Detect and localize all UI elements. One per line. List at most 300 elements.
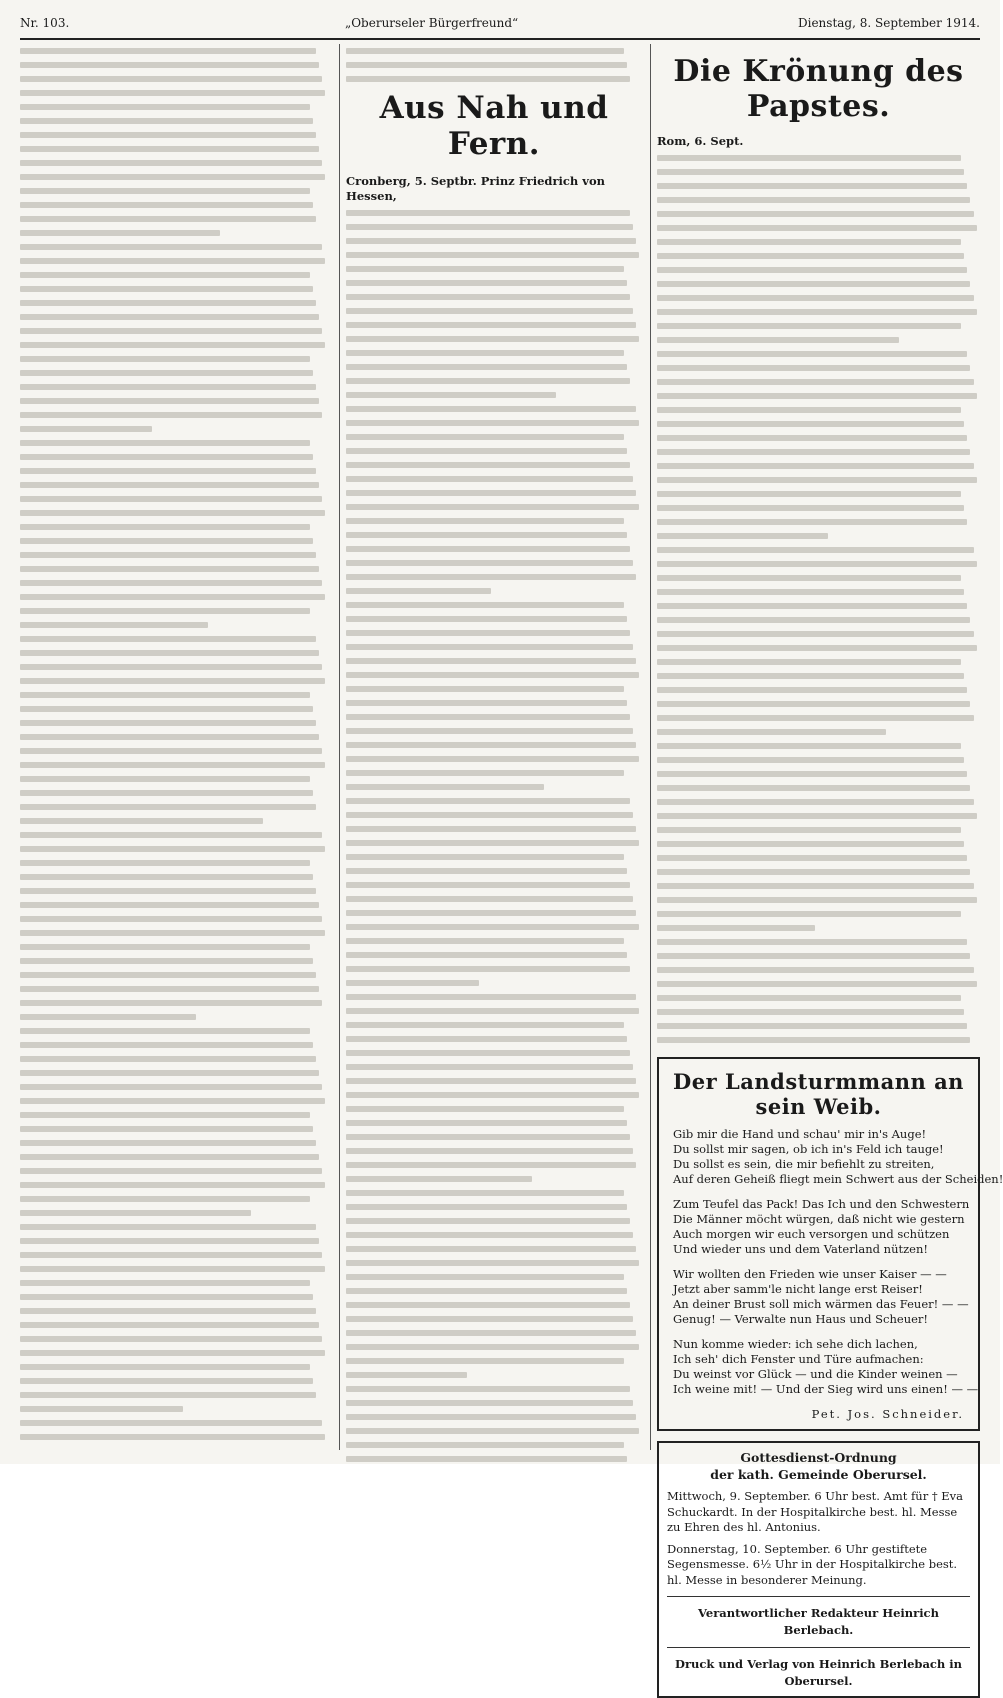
text-line <box>20 272 310 278</box>
text-line <box>20 62 319 68</box>
column-divider <box>339 44 340 1450</box>
poem-stanza <box>673 1267 969 1327</box>
text-line <box>20 1378 313 1384</box>
text-line <box>20 664 322 670</box>
text-line <box>20 860 310 866</box>
text-line <box>20 286 313 292</box>
text-line <box>657 561 977 567</box>
text-line <box>20 188 310 194</box>
text-line <box>346 1456 627 1462</box>
text-line <box>657 743 961 749</box>
text-line <box>20 356 310 362</box>
text-line <box>20 1168 322 1174</box>
text-line <box>20 1336 322 1342</box>
text-line <box>346 798 630 804</box>
text-line <box>20 1280 310 1286</box>
text-line <box>657 995 961 1001</box>
text-line <box>657 575 961 581</box>
text-line <box>657 785 970 791</box>
poem-line: Ich weine mit! — Und der Sieg wird uns einen! — — <box>673 1382 979 1396</box>
text-line <box>20 986 319 992</box>
text-line <box>346 1064 633 1070</box>
divider <box>667 1596 970 1597</box>
text-line <box>346 840 639 846</box>
text-line <box>20 1070 319 1076</box>
text-line <box>20 104 310 110</box>
church-notice-title: Gottesdienst-Ordnung <box>740 1450 897 1465</box>
text-line <box>346 280 627 286</box>
text-line <box>20 174 325 180</box>
text-line <box>20 1196 310 1202</box>
text-line <box>20 944 310 950</box>
text-line <box>346 1274 624 1280</box>
text-line <box>657 211 974 217</box>
left-column <box>20 48 328 1452</box>
text-line <box>20 972 316 978</box>
text-line <box>20 790 313 796</box>
issue-number: Nr. 103. <box>20 16 70 30</box>
text-line <box>346 966 630 972</box>
text-line <box>20 146 319 152</box>
text-line <box>346 672 639 678</box>
text-line <box>20 160 322 166</box>
text-line <box>346 448 627 454</box>
text-line <box>20 370 313 376</box>
text-line <box>657 701 970 707</box>
text-line <box>657 841 964 847</box>
text-line <box>20 608 310 614</box>
text-line <box>346 378 630 384</box>
poem-line: Die Männer möcht würgen, daß nicht wie gestern <box>673 1212 965 1226</box>
text-line <box>346 504 639 510</box>
text-line <box>20 454 313 460</box>
text-line <box>657 659 961 665</box>
text-line <box>346 714 630 720</box>
poem-line: Wir wollten den Frieden wie unser Kaiser — — <box>673 1267 947 1281</box>
text-line <box>346 854 624 860</box>
text-line <box>346 1442 624 1448</box>
text-line <box>657 225 977 231</box>
text-line <box>20 958 313 964</box>
text-line <box>20 1112 310 1118</box>
text-line <box>657 673 964 679</box>
text-line <box>20 1294 313 1300</box>
text-line <box>346 658 636 664</box>
text-line <box>20 328 322 334</box>
text-line <box>657 547 974 553</box>
text-line <box>657 365 970 371</box>
text-line <box>346 48 624 54</box>
text-line <box>20 1434 325 1440</box>
text-line <box>346 1148 633 1154</box>
text-line <box>346 266 624 272</box>
text-line <box>657 197 970 203</box>
text-line <box>346 812 633 818</box>
text-line <box>346 1190 624 1196</box>
text-line <box>657 519 967 525</box>
poem-line: Nun komme wieder: ich sehe dich lachen, <box>673 1337 918 1351</box>
text-line <box>657 883 974 889</box>
text-line <box>346 62 627 68</box>
text-line <box>20 580 322 586</box>
text-line <box>20 1126 313 1132</box>
text-line <box>657 603 967 609</box>
right-column-text <box>657 155 980 1043</box>
text-line <box>657 393 977 399</box>
text-line <box>657 267 967 273</box>
text-line <box>657 687 967 693</box>
text-line <box>20 1308 316 1314</box>
text-line <box>20 314 319 320</box>
text-line <box>20 846 325 852</box>
text-line <box>346 210 630 216</box>
text-line <box>346 1372 467 1378</box>
text-line <box>346 420 639 426</box>
text-line <box>20 412 322 418</box>
text-line <box>20 1182 325 1188</box>
text-line <box>20 1392 316 1398</box>
text-line <box>20 1238 319 1244</box>
text-line <box>346 1106 624 1112</box>
text-line <box>20 384 316 390</box>
text-line <box>20 902 319 908</box>
text-line <box>20 1042 313 1048</box>
text-line <box>657 953 970 959</box>
text-line <box>346 224 633 230</box>
poem-line: Ich seh' dich Fenster und Türe aufmachen: <box>673 1352 924 1366</box>
text-line <box>346 532 627 538</box>
text-line <box>657 295 974 301</box>
text-line <box>20 734 319 740</box>
text-line <box>20 776 310 782</box>
text-line <box>20 552 316 558</box>
text-line <box>657 183 967 189</box>
text-line <box>20 888 316 894</box>
text-line <box>346 1120 627 1126</box>
text-line <box>657 799 974 805</box>
text-line <box>20 1056 316 1062</box>
text-line <box>657 715 974 721</box>
text-line <box>20 1322 319 1328</box>
text-line <box>657 323 961 329</box>
text-line <box>657 253 964 259</box>
text-line <box>20 1000 322 1006</box>
text-line <box>657 435 967 441</box>
text-line <box>657 897 977 903</box>
church-notice-entry: Mittwoch, 9. September. 6 Uhr best. Amt für † Eva Schuckardt. In der Hospitalkirche best. hl. Messe zu Ehren des hl. Antonius. <box>667 1489 964 1534</box>
text-line <box>20 1210 251 1216</box>
poem-line: Du sollst es sein, die mir befiehlt zu streiten, <box>673 1157 935 1171</box>
text-line <box>346 1400 633 1406</box>
text-line <box>20 1028 310 1034</box>
text-line <box>657 169 964 175</box>
text-line <box>20 426 152 432</box>
church-notice-subtitle: der kath. Gemeinde Oberursel. <box>710 1467 927 1482</box>
text-line <box>346 910 636 916</box>
text-line <box>20 482 319 488</box>
text-line <box>657 981 977 987</box>
poem-stanza <box>673 1197 970 1257</box>
section-heading: Aus Nah und Fern. <box>379 90 609 162</box>
text-line <box>346 392 556 398</box>
text-line <box>657 491 961 497</box>
text-line <box>20 524 310 530</box>
poem-line: Du sollst mir sagen, ob ich in's Feld ich tauge! <box>673 1142 944 1156</box>
poem-line: Du weinst vor Glück — und die Kinder weinen — <box>673 1367 958 1381</box>
text-line <box>346 742 636 748</box>
text-line <box>20 818 263 824</box>
text-line <box>346 1176 532 1182</box>
poem-line: Genug! — Verwalte nun Haus und Scheuer! <box>673 1312 929 1326</box>
text-line <box>346 1162 636 1168</box>
text-line <box>20 1154 319 1160</box>
text-line <box>20 1420 322 1426</box>
text-line <box>346 76 630 82</box>
article-lead: Rom, 6. Sept. <box>657 134 744 148</box>
text-line <box>346 1246 636 1252</box>
text-line <box>20 118 313 124</box>
text-line <box>20 874 313 880</box>
text-line <box>657 631 974 637</box>
text-line <box>346 1288 627 1294</box>
text-line <box>657 925 815 931</box>
text-line <box>346 1330 636 1336</box>
text-line <box>346 980 479 986</box>
text-line <box>346 644 633 650</box>
text-line <box>20 1266 325 1272</box>
text-line <box>20 692 310 698</box>
divider <box>667 1647 970 1648</box>
text-line <box>346 728 633 734</box>
text-line <box>657 967 974 973</box>
text-line <box>20 216 316 222</box>
text-line <box>346 868 627 874</box>
poem-line: Und wieder uns und dem Vaterland nützen! <box>673 1242 929 1256</box>
text-line <box>346 616 627 622</box>
poem-line: Jetzt aber samm'le nicht lange erst Reiser! <box>673 1282 923 1296</box>
text-line <box>20 202 313 208</box>
poem-box <box>657 1057 1003 1431</box>
text-line <box>346 1414 636 1420</box>
text-line <box>346 882 630 888</box>
text-line <box>20 706 313 712</box>
text-line <box>657 337 899 343</box>
text-line <box>346 630 630 636</box>
text-line <box>657 463 974 469</box>
text-line <box>346 1218 630 1224</box>
text-line <box>657 505 964 511</box>
text-line <box>346 1078 636 1084</box>
text-line <box>20 132 316 138</box>
poem-author: Pet. Jos. Schneider. <box>811 1407 964 1421</box>
text-line <box>20 762 325 768</box>
editor-line: Verantwortlicher Redakteur Heinrich Berlebach. <box>698 1606 939 1637</box>
text-line <box>657 239 961 245</box>
text-line <box>657 729 886 735</box>
text-line <box>346 1092 639 1098</box>
text-line <box>20 1140 316 1146</box>
text-line <box>20 440 310 446</box>
text-line <box>20 48 316 54</box>
poem-title: Der Landsturmmann an sein Weib. <box>673 1069 964 1119</box>
text-line <box>346 1260 639 1266</box>
article-heading: Die Krönung des Papstes. <box>673 54 964 124</box>
middle-column-top-text <box>346 48 642 82</box>
text-line <box>346 546 630 552</box>
text-line <box>20 622 208 628</box>
text-line <box>346 1134 630 1140</box>
publisher-line: Druck und Verlag von Heinrich Berlebach in Oberursel. <box>674 1657 963 1688</box>
text-line <box>346 924 639 930</box>
text-line <box>657 869 970 875</box>
text-line <box>346 252 639 258</box>
text-line <box>657 449 970 455</box>
church-notice-entry: Donnerstag, 10. September. 6 Uhr gestiftete Segensmesse. 6½ Uhr in der Hospitalkirche best. hl. Messe in besonderer Meinung. <box>667 1541 958 1587</box>
text-line <box>346 896 633 902</box>
text-line <box>20 90 325 96</box>
text-line <box>20 930 325 936</box>
text-line <box>657 757 964 763</box>
text-line <box>657 1009 964 1015</box>
text-line <box>657 1037 970 1043</box>
text-line <box>657 477 977 483</box>
text-line <box>346 770 624 776</box>
text-line <box>657 617 970 623</box>
text-line <box>346 700 627 706</box>
text-line <box>20 496 322 502</box>
text-line <box>657 813 977 819</box>
text-line <box>657 645 977 651</box>
text-line <box>346 294 630 300</box>
text-line <box>20 342 325 348</box>
text-line <box>346 1204 627 1210</box>
text-line <box>346 560 633 566</box>
text-line <box>20 748 322 754</box>
text-line <box>346 336 639 342</box>
text-line <box>20 1098 325 1104</box>
text-line <box>20 720 316 726</box>
text-line <box>657 939 967 945</box>
text-line <box>20 1252 322 1258</box>
text-line <box>657 589 964 595</box>
text-line <box>20 1084 322 1090</box>
text-line <box>346 476 633 482</box>
text-line <box>20 594 325 600</box>
masthead-rule <box>20 38 980 40</box>
text-line <box>346 1022 624 1028</box>
text-line <box>20 636 316 642</box>
text-line <box>657 351 967 357</box>
text-line <box>20 678 325 684</box>
text-line <box>346 1050 630 1056</box>
text-line <box>20 916 322 922</box>
text-line <box>20 538 313 544</box>
text-line <box>20 804 316 810</box>
text-line <box>346 490 636 496</box>
text-line <box>20 398 319 404</box>
poem-line: Gib mir die Hand und schau' mir in's Auge! <box>673 1127 927 1141</box>
text-line <box>657 407 961 413</box>
text-line <box>657 281 970 287</box>
text-line <box>20 258 325 264</box>
text-line <box>346 434 624 440</box>
text-line <box>346 1316 633 1322</box>
text-line <box>346 784 544 790</box>
text-line <box>346 1344 639 1350</box>
text-line <box>346 238 636 244</box>
text-line <box>657 827 961 833</box>
text-line <box>657 533 828 539</box>
text-line <box>657 309 977 315</box>
poem-line: Zum Teufel das Pack! Das Ich und den Schwestern <box>673 1197 970 1211</box>
text-line <box>346 322 636 328</box>
text-line <box>20 1014 196 1020</box>
text-line <box>657 421 964 427</box>
text-line <box>657 155 961 161</box>
text-line <box>657 911 961 917</box>
issue-date: Dienstag, 8. September 1914. <box>798 16 980 30</box>
text-line <box>657 771 967 777</box>
text-line <box>20 1364 310 1370</box>
text-line <box>346 1302 630 1308</box>
text-line <box>20 468 316 474</box>
text-line <box>20 300 316 306</box>
text-line <box>20 1406 183 1412</box>
text-line <box>346 1036 627 1042</box>
poem-stanza <box>673 1127 1003 1187</box>
text-line <box>346 938 624 944</box>
text-line <box>657 379 974 385</box>
poem-line: Auf deren Geheiß fliegt mein Schwert aus der Scheiden! <box>673 1172 1003 1186</box>
text-line <box>346 1358 624 1364</box>
text-line <box>346 364 627 370</box>
text-line <box>346 952 627 958</box>
text-line <box>346 1232 633 1238</box>
text-line <box>346 588 491 594</box>
middle-column-text <box>346 210 642 1462</box>
text-line <box>346 756 639 762</box>
poem-stanza <box>673 1337 979 1397</box>
poem-line: An deiner Brust soll mich wärmen das Feuer! — — <box>673 1297 969 1311</box>
article-lead: Cronberg, 5. Septbr. Prinz Friedrich von Hessen, <box>346 174 605 203</box>
text-line <box>20 1224 316 1230</box>
column-divider <box>650 44 651 1450</box>
text-line <box>657 855 967 861</box>
text-line <box>346 686 624 692</box>
text-line <box>346 518 624 524</box>
text-line <box>346 574 636 580</box>
text-line <box>20 510 325 516</box>
text-line <box>346 602 624 608</box>
church-notice-box <box>657 1441 980 1698</box>
text-line <box>346 994 636 1000</box>
text-line <box>20 650 319 656</box>
text-line <box>20 244 322 250</box>
masthead <box>20 14 980 38</box>
text-line <box>346 1008 639 1014</box>
text-line <box>346 1428 639 1434</box>
poem-line: Auch morgen wir euch versorgen und schützen <box>673 1227 950 1241</box>
left-column-text <box>20 48 328 1440</box>
text-line <box>346 462 630 468</box>
poem-body <box>673 1127 1003 1397</box>
text-line <box>20 1350 325 1356</box>
text-line <box>346 1386 630 1392</box>
text-line <box>346 308 633 314</box>
text-line <box>346 406 636 412</box>
text-line <box>346 350 624 356</box>
right-column <box>657 48 1003 1688</box>
